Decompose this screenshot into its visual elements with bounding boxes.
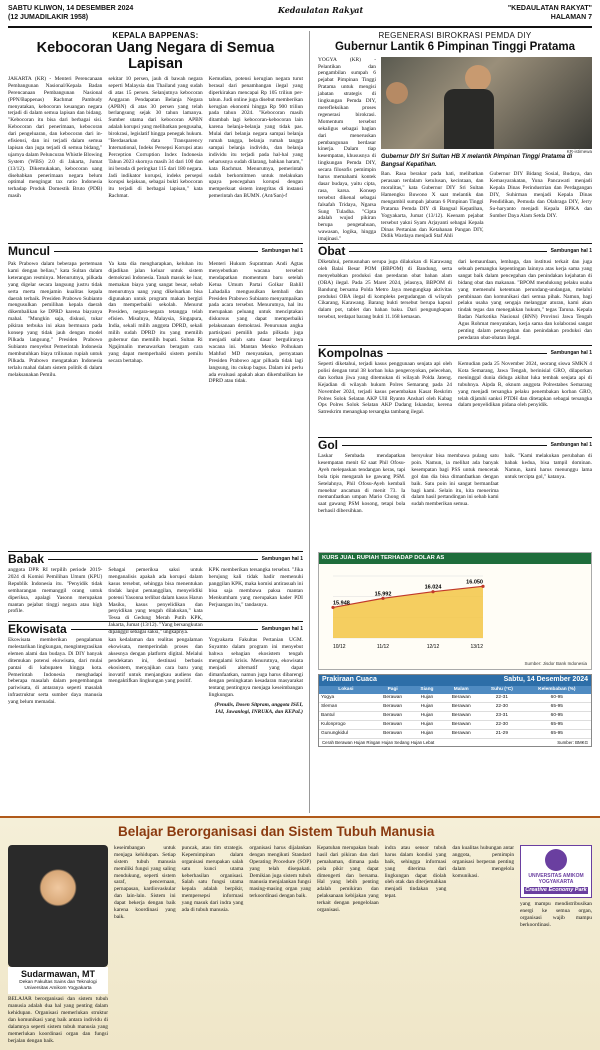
ad-col-1: BELAJAR berorganisasi dan sistem tubuh manusia adalah dua hal yang penting dalam kehidupan. Organisasi memerlukan struktur dan komunikasi yang baik antara individu di dalamnya seperti sistem tubuh manusia yang memerlukan koordinasi organ dan fungsi berjalan dengan baik. [8, 996, 108, 1044]
photo-credit: KR-istimewa [566, 148, 592, 154]
gubernur-story [318, 31, 592, 241]
ekowisata-col-1: Ekowisata memberikan pengalaman melestarikan lingkungan, mengintegrasikan elemen alami dan budaya. Di DIY banyak ditemukan potensi ekowisata, dari mulai pantai di kabupaten hingga kota. Pemerintah Indonesia menghadapi beberapa masalah dalam pengembangan pariwisata, di antaranya seperti masalah infrastruktur serta sumber daya manusia yang belum memadai. [8, 637, 103, 706]
muncul-cont: Sambungan hal 1 [261, 248, 303, 255]
section-rule [349, 251, 546, 252]
babak-col-2: Sebagai pemeriksa saksi untuk menganalisis apakah ada korupsi dalam kasus tersebut, sehingga bisa menentukan tindak lanjut pemanggilan, menyelidiki potensi Yasonna terlibat dalam kasus Harun Masiku, kasus penyelidikan dan penyidikan yang tengah dilakukan," kata Tessa di Gedung Merah Putih KPK, Jakarta, Jumat (13/12). "Yang bersangkutan dipanggil sebagai saksi," ungkapnya. [108, 567, 203, 636]
section-rule [387, 353, 546, 354]
weather-cell: Bantul [319, 711, 373, 720]
weather-source: Sumber: BMKG [557, 739, 588, 745]
ad-col-6: indra atau sensor tubuh harus dalam kondisi yang baik, sehingga informasi yang diterima dari lingkungan dapat diolah oleh otak dan diterjemahkan menjadi tindakan yang tepat. [384, 844, 447, 900]
lead-col-1: JAKARTA (KR) - Menteri Perencanaan Pembangunan Nasional/Kepala Badan Perencanaan Pembangunan Nasional (PPN/Bappenas) Rachmat Pambudy menyatakan, kebocoran keuangan negara terjadi di dalam semua lapisan dan bidang. "Kebocoran itu bisa dari berbagai sisi. Kebocoran dari penerimaan, kebocoran dari pengeluaran, dan kebocoran dari in-efisiensi, dan ini terjadi dalam semua lapisan dan juga terjadi di semua bidang," ujarnya dalam Peluncuran Whistle Blowing System (WBS) 2.0 di Jakarta, Jumat (13/12). Dikemukakan, kebocoran uang disebabkan penerimaan negara belum optimal mengingat tax ratio Indonesia terhadap Produk Domestik Bruto (PDB) masih [8, 75, 103, 200]
issue-date: SABTU KLIWON, 14 DESEMBER 2024 [8, 5, 134, 12]
gol-col-3: baik. "Kami melakukan perubahan di babak kedua, bisa tampil dominan. Namun, kami harus menunggu lama untuk tercipta gol," katanya. [504, 453, 592, 480]
babak-cont: Sambungan hal 1 [261, 556, 303, 563]
photo-figure-head-2 [386, 82, 408, 104]
ad-col-8: yang mampu mendistribusikan energi ke semua organ, organisasi wajib mampu berkoordinasi. [520, 901, 592, 928]
ekowisata-col-2: kan kedalaman dan realitas pengalaman ekowisata, memperindah proses dan aksesnya dengan platform digital. Melalui pendekatan ini, destinasi berbasis ekosistem, menyajikan cara baru yang inovatif untuk menjangkau audiens dan mengaktifkan lingkungan yang positif. [108, 637, 203, 685]
gol-col-1: Laskar Sembada mendapatkan kesempatan menit 62 saat Phil Ofosu-Ayeh melepaskan tendangan keras, tapi bola tipis mengarah ke gawang PSM. Setelahnya, Phil Ofosu-Ayeh kembali menebar ancaman di menit 73. Ia memanfaatkan umpan Mario Chong di saat gawang PSM kosong, tetapi bola berhasil dibersihkan. [318, 453, 406, 515]
masthead-date-block [8, 4, 133, 22]
babak-title: Babak [8, 552, 45, 566]
babak-col-3: KPK memberikan tersangka tersebut. "Jika berujung kali tidak hadir memenuhi panggilan KPK, maka komisi antirasuah ini bisa saja membawa paksa mantan Menkumham yang merupakan kader PDI Perjuangan itu," tandasnya. [208, 567, 303, 608]
amikom-name: UNIVERSITAS AMIKOM YOGYAKARTA [528, 872, 584, 886]
muncul-col-1: Pak Prabowo dalam beberapa pertemuan kami dengan beliau," kata Sultan dalam keterangan resminya. Menurutnya, pilkada yang digelar secara langsung justru tidak serta merta menjamin kualitas kepala daerah terbaik. Presiden Prabowo Subianto mengusulkan pemilihan kepala daerah dikembalikan ke DPRD karena biayanya mahal. "Mungkin saja, diskusi, tukar pikiran terbuka ini akan bermuara pada konsep yang tidak jauh dengan model Pilkada langsung." Presiden Prabowo Subianto menyebut Pemerintah Indonesia membutuhkan biaya triliunan rupiah untuk Pilkada. Prabowo mengatakan Indonesia terlalu mahal dalam sistem politik di dalam melaksanakan Pemilu. [8, 261, 103, 378]
babak-head [8, 551, 303, 567]
gubernur-caption: Gubernur DIY Sri Sultan HB X melantik Pimpinan Tinggi Pratama di Bangsal Kepatihan. [381, 154, 573, 168]
kompolnas-title: Kompolnas [318, 346, 384, 360]
weather-cell: Berawan [373, 711, 413, 720]
ad-col-4: organisasi harus dijalankan dengan mengikuti Standard Operating Procedure (SOP) yang telah disepakati. Demikian juga sistem tubuh manusia menjalankan fungsi masing-masing organ yang terkoordinasi dengan baik. [249, 844, 312, 900]
weather-row [319, 711, 591, 720]
page-number: HALAMAN 7 [550, 14, 592, 22]
masthead-right [508, 4, 592, 22]
lead-story [8, 31, 310, 241]
weather-cell: Berawan [441, 702, 481, 711]
amikom-tagline: Creative Economy Park [525, 887, 587, 894]
ekowisata-byline: (Penulis, Dosen Sitpram, anggota ISEI, IAI, Jawanlogi, INRUKA, dan KEPaL) [214, 702, 303, 716]
weather-cell: 22-31 [481, 694, 523, 702]
weather-cell: Kulonprogo [319, 720, 373, 729]
weather-cell: Berawan [373, 720, 413, 729]
author-photo [8, 845, 108, 967]
babak-col-1: anggota DPR RI terpilih periode 2019-2024 di Komisi Pemilihan Umum (KPU) Republik Indonesia itu. "Penyidik tidak sembarangan memanggil orang untuk diperiksa, apalagi Yasonn merupakan mantan pejabat tinggi negara atau high profile. [8, 567, 103, 615]
right-column-sections [318, 241, 592, 549]
weather-col-header: Malam [441, 686, 481, 694]
lead-col-3: Kemudian, potensi kerugian negara turut berasal dari penambangan ilegal yang diperkirakan mencapai Rp 105 triliun per-tahun. Judi online juga disebut memberikan kerugian ekonomi hingga Rp 900 triliun pada tahun 2024. "Kebocoran masih ditambah lagi kebocoran-kebocoran lain karena belanja-belanja yang tidak pas. Mulai dari belanja negara sampai belanja rumah tangga, belanja rumah tangga sampai belanja individu, dan belanja individu itu terjadi pada hal-hal yang seharusnya sudah dilarang, bahkan haram," kata Rachmat. Menurutnya, pemerintah sudah berkomitmen untuk melakukan upaya pencegahan korupsi dengan memperkuat sistem integritas di instansi pemerintah dan BUMN. (Ant/San)-f [208, 75, 303, 200]
weather-cell: 60-95 [523, 711, 591, 720]
author-role: Dekan Fakultas Sains dan Teknologi Universitas Amikom Yogyakarta [19, 980, 97, 992]
weather-title: Prakiraan Cuaca [322, 676, 377, 683]
photo-figure-body [444, 89, 494, 149]
kurs-x-tick: 10/12 [333, 644, 346, 651]
weather-cell: Hujan [413, 694, 442, 702]
muncul-title: Muncul [8, 244, 50, 258]
weather-header [319, 675, 591, 686]
ad-title: Belajar Berorganisasi dan Sistem Tubuh Manusia [118, 824, 435, 839]
weather-cell: 22-30 [481, 720, 523, 729]
weather-cell: 65-95 [523, 720, 591, 729]
weather-table [319, 686, 591, 739]
weather-col-header: Lokasi [319, 686, 373, 694]
section-rule [71, 629, 258, 630]
hijri-date: (12 JUMADILAKIR 1958) [8, 14, 89, 22]
weather-cell: Berawan [373, 702, 413, 711]
section-rule [342, 445, 547, 446]
photo-figure-head [465, 65, 491, 91]
gubernur-kicker: REGENERASI BIROKRASI PEMDA DIY [378, 31, 532, 40]
weather-cell: Hujan [413, 729, 442, 738]
kurs-x-tick: 11/12 [376, 644, 390, 651]
ad-col-3: puncak, atau tim strategis. Kepemimpinan dalam organisasi merupakan salah satu kunci utama keberhasilan organisasi. Salah satu fungsi utama kepala adalah berpikir, mempersepsi informasi yang masuk dari indra yang ada di tubuh manusia. [181, 844, 244, 914]
weather-cell: Berawan [441, 720, 481, 729]
gol-title: Gol [318, 438, 338, 452]
weather-cell: Gunungkidul [319, 729, 373, 738]
weather-cell: Hujan [413, 711, 442, 720]
ekowisata-title: Ekowisata [8, 622, 67, 636]
gol-cont: Sambungan hal 1 [550, 442, 592, 449]
weather-cell: 22-30 [481, 702, 523, 711]
ekowisata-cont: Sambungan hal 1 [261, 626, 303, 633]
weather-cell: 65-95 [523, 702, 591, 711]
weather-cell: Berawan [441, 711, 481, 720]
kurs-value-label: 16.050 [466, 579, 483, 586]
gubernur-col-2: Ban. Rasa berakar pada hati, melibatkan perasaan terdalam ketulusan, kecintaan, dan moralitas," kata Gubernur DIY Sri Sultan Hamengku Buwono X saat melantik dan mengambil sumpah jabatan 6 Pimpinan Tinggi Pratama Pemda DIY di Bangsal Kepatihan, Yogyakarta, Jumat (13/12). Keenam pejabat tersebut yakni Syam Arjayanti sebagai Kepala Dinas Pertanian dan Ketahanan Pangan DIY, Didik Wardaya menjadi Staf Ahli [381, 171, 484, 240]
kompolnas-cont: Sambungan hal 1 [550, 350, 592, 357]
weather-cell: Berawan [373, 694, 413, 702]
gubernur-col-1: YOGYA (KR) - Pelantikan dan pengambilan sumpah 6 pejabat Pimpinan Tinggi Pratama untuk mengisi jabatan strategis di lingkungan Pemda DIY, merefleksikan proses regenerasi birokrasi. Momentum tersebut sekaligus sebagai bagian dari meneruskan pembangunan berdasar kinerja. Dalam tiap kesempatan, khususnya di lingkungan Pemda DIY, secara filosofis pemimpin harus memahami kontek dasar budaya, yaitu cipta, rasa, karsa. Konsep tersebut dikenal sebagai falsafah Tridaya, Ngarsa Sung Tuladha. "Cipta adalah wujud pikiran berupa pengetahuan, wawasan, logika, hingga imajinasi." [318, 56, 376, 243]
ad-col-5: Kepatuhan merupakan buah hasil dari pikiran dan dari pemahaman, dimana pada pola pikir yang dapat dimengerti dan bersama. Hal yang lebih penting adalah pemikiran dan pelaksanaan kebijakan yang terkait dengan pengelolaan organisasi. [317, 844, 379, 914]
kompolnas-col-1: Seperti diketahui, terjadi kasus penggunaan senjata api oleh polisi dengan total 38 korban luka pengeroyokan, pelecehan, dan korban jiwa yang ditemukan di wilayah Polda Jateng. Kejadian di wilayah hukum Polres Semarang pada 24 November 2024, terjadi kasus penembakan Kasat Reskrim Polres Solok Selatan AKP Ulil Ryanto Anshari oleh Kabag Ops Polres Solok Selatan AKP Dadang Iskandar, kerena Satreskrim menangkap tersangka tambang ilegal. [318, 361, 452, 416]
kompolnas-col-2: Kemudian pada 25 November 2024, seorang siswa SMKN 4 Kota Semarang, Jawa Tengah, berinisial GRO, dilaporkan meninggal dunia diduga akibat luka tembak senjata api di tubuhnya. Aipda R, oknum anggota Polrestabes Semarang yang menjadi tersangka pelaku penembakan korban GRO, telah dijatuhi sanksi PTDH dan ditetapkan sebagai tersangka dalam penyelidikan pidana oleh penyidik. [458, 361, 592, 409]
weather-col-header: Suhu (°C) [481, 686, 523, 694]
muncul-col-2: Ya kata dia mengharapkan, keluhan itu dijadikan jalan keluar untuk sistem demokrasi Indonesia. Tanah masuk ke luar, memakan biaya yang sangat besar, sebab menurutnya uang yang dikeluarkan bisa digunakan untuk program makan bergizi dan memperbaiki sekolah. Menurut Presiden, negara-negara tetangga telah efisien. Misalnya, Malaysia, Singapura, India, sekali milih anggota DPRD, sekali milih sudah DPRD itu yang memilih gubernur dan memilih bupati. Sultan Ri Ngajimalin menawarkan beragam cara yang dapat memperbaiki sistem pemilu secara bertahap. [108, 261, 203, 364]
masthead [8, 4, 592, 28]
weather-row [319, 694, 591, 702]
amikom-logo [520, 845, 592, 898]
weather-col-header: Siang [413, 686, 442, 694]
weather-cell: Yogya [319, 694, 373, 702]
weather-row [319, 720, 591, 729]
kurs-chart [318, 552, 592, 670]
kurs-value-label: 15.948 [333, 600, 350, 607]
paper-name: Kedaulatan Rakyat [277, 5, 364, 15]
ekowisata-col-3: Yogyakarta Fakultas Pertanian UGM. Suyamto dalam program ini menyebut bahwa sebagian ekosistem tengah mengalami krisis. Menurutnya, ekowisata menjadi alternatif yang dapat dimanfaatkan, namun juga harus dibarengi dengan peningkatan kesadaran masyarakat tentang pentingnya menjaga keseimbangan lingkungan. [208, 637, 303, 699]
weather-body [319, 694, 591, 738]
lead-col-2: sekitar 10 persen, jauh di bawah negara seperti Malaysia dan Thailand yang sudah di atas 15 persen. Selanjutnya kebocoran Anggaran Pendapatan Belanja Negara (APBN) di atas 30 persen yang telah berlangsung sejak 30 tahun lamanya. Sumber utama dari kebocoran APBN adalah korupsi yang melibatkan pengusaha, birokrasi, legislatif hingga penegak hukum. "Berdasarkan data Transparency International, Indeks Persepsi Korupsi atau Perception Corruption Index Indonesia Tahun 2023 skornya masih 34 dari 100 dan ini berada di peringkat 115 dari 180 negara. Jadi indikator korupsi, indeks persepsi korupsi kejaksan, sebagai bukti kebocoran itu terjadi di berbagai lapisan," kata Rachmat. [108, 75, 203, 200]
weather-cell: 65-95 [523, 729, 591, 738]
obat-cont: Sambungan hal 1 [550, 248, 592, 255]
section-rule [54, 251, 258, 252]
weather-col-header: Pagi [373, 686, 413, 694]
gubernur-photo [381, 57, 592, 149]
weather-date: Sabtu, 14 Desember 2024 [503, 676, 588, 683]
weather-cell: Berawan [441, 694, 481, 702]
obat-col-2: dari kemaurdaan, lembaga, dan institusi terkait dan juga sebuah pemangku kepentingan lainnya atas kerja sama yang sangat baik dalam pencegahan dan penindakan kejahatan di bidang obat dan makanan. "BPOM mendukung pelaku usaha yang memenuhi ketentuan perundang-undangan, melalui pembinaan dan komunikasi dari semua pihak. Namun, bagi pelaku usaha yang sengaja melanggar aturan, kami akan tindak tegas dan menegakkan hukum," tegas Taruna. Kepala Badan Narkotika Nasional (BNN) Provinsi Jawa Tengah Agus Rohmat menyatakan, kerja sama dan kolaborasi sangat penting dalam pencegahan dan penindakan produksi dan peredaran obat-obatan ilegal. [458, 259, 592, 341]
ad-col-2: keseimbangan untuk menjaga kehidupan. Setiap sistem tubuh manusia memiliki fungsi yang saling mendukung, seperti sistem saraf, pencernaan, pernapasan, kardiovaskular dan lain-lain. Sistem ini dapat bekerja dengan baik karena koordinasi yang baik. [114, 844, 176, 920]
weather-legend: Cerah Berawan Hujan Ringan Hujan Sedang Hujan Lebat [322, 739, 435, 745]
weather-cell: Hujan [413, 702, 442, 711]
advertorial [0, 816, 600, 1050]
weather-row [319, 729, 591, 738]
weather-cell: 21-29 [481, 729, 523, 738]
muncul-section [8, 241, 310, 549]
gubernur-headline: Gubernur Lantik 6 Pimpinan Tinggi Pratama [334, 41, 576, 53]
weather-cell: Berawan [373, 729, 413, 738]
kurs-area [333, 584, 483, 639]
lead-kicker: KEPALA BAPPENAS: [112, 31, 199, 40]
muncul-col-3: Menteri Hukum Supratman Andi Agtas menyebutkan wacana tersebut mendapatkan momentum baru setelah Ketua Umum Partai Golkar Bahlil Lahadalia mengusulkan kembali dan Presiden Prabowo Subianto menyampaikan pada acara tersebut. Menurutnya, hal itu merupakan peluang untuk menciptakan diskursus yang dapat memperbaiki pelaksanaan demokrasi. Penurunan angka partisipasi pemilih pada pilkada juga menjadi salah satu dasar berguliranya wacana ini. Mantan Menko Polhukam Mahfud MD menyatakan, pernyataan Presiden Prabowo agar pilkada tidak lagi langsung, itu cukup bagus. Dalam ini perlu ada evaluasi apakah akan dikembalikan ke DPRD atau tidak. [208, 261, 303, 385]
amikom-emblem-icon [545, 849, 567, 871]
obat-title: Obat [318, 244, 346, 258]
weather-row [319, 702, 591, 711]
lead-headline: Kebocoran Uang Negara di Semua Lapisan [36, 40, 275, 72]
weather-col-header: Kelembaban (%) [523, 686, 591, 694]
kurs-title: KURS JUAL RUPIAH TERHADAP DOLAR AS [319, 553, 591, 564]
author-name: Sudarmawan, MT [20, 968, 95, 979]
section-rule [48, 559, 258, 560]
weather-cell: Sleman [319, 702, 373, 711]
gol-col-2: bersyukur bisa membawa pulang satu poin. Namun, ia melihat ada banyak kesempatan bagi PSS untuk mencetak gol dan dia bisa dimanfaatkan dengan baik. Satu poin ini sangat bermanfaat bagi kami. Selain itu, kita menerima dalam hasil pertandingan ini sebab kami sudah memberikan semua. [411, 453, 499, 508]
weather-cell: 23-31 [481, 711, 523, 720]
weather-head-row [319, 686, 591, 694]
weather-cell: Berawan [441, 729, 481, 738]
kurs-x-tick: 12/12 [426, 644, 440, 651]
weather-cell: Hujan [413, 720, 442, 729]
motto: "KEDAULATAN RAKYAT" [507, 5, 592, 12]
obat-col-1: Diketahui, pemusnahan serupa juga dilakukan di Karawang oleh Balai Besar POM (BBPOM) di Bandung, serta menyebabkan produksi dan peredaran obat bahan alam (OBA) ilegal. Pada 25 Maret 2024, jelasnya, BBPOM di Bandung bersama Polda Metro Jaya mengungkap aktivitas produksi OBA ilegal di kompleks pergudangan di wilayah Cikarang, Karawang. Barang bukti tersebut berupa kapsul dalam pot, tablet dan bahan baku. Dari pengungkapan tersebut, terdapat barang bukti 11.168 kemasan. [318, 259, 452, 321]
ad-col-7: dan kualitas hubungan antar anggota, pemimpin organisasi berperan penting dalam mengelola komunikasi. [452, 844, 515, 879]
gubernur-col-3: Gubernur DIY Bidang Sosial, Budaya, dan Kemasyarakatan, Yuna Pancawati menjadi Kepala Dinas Perindustrian dan Perdagangan DIY, Suhirman menjadi Kepala Dinas Pendidikan, Pemuda dan Olahraga DIY, Jerry Su-haryanto menjadi Kepala BPKA dan Sumber Daya Alam Setda DIY. [489, 171, 592, 219]
weather-cell: 60-95 [523, 694, 591, 702]
kurs-plot [323, 564, 493, 652]
kurs-value-label: 15.992 [374, 591, 392, 598]
weather-box [318, 674, 592, 747]
kurs-source: Sumber: Jisdor Bank Indonesia [524, 661, 587, 667]
kurs-value-label: 16.024 [424, 584, 442, 591]
kurs-x-tick: 13/12 [470, 644, 483, 651]
